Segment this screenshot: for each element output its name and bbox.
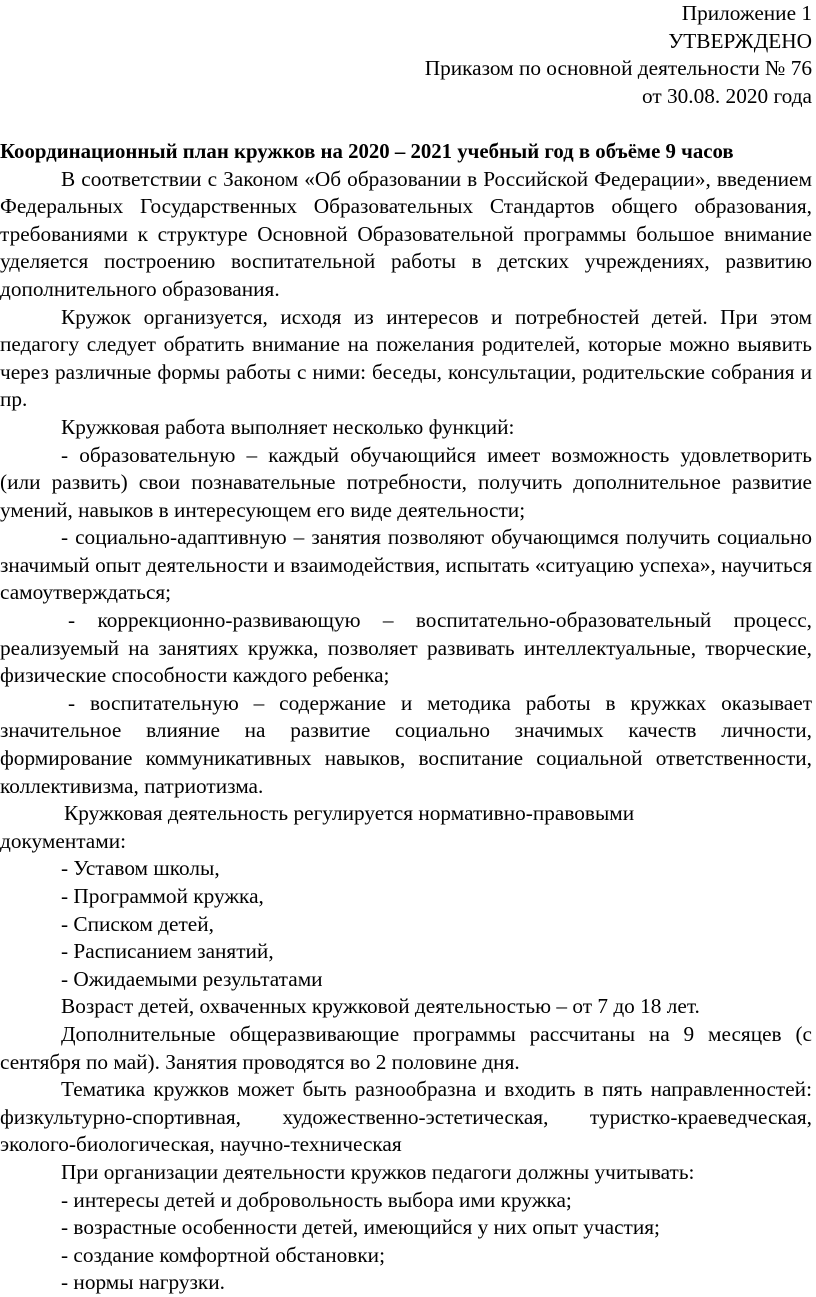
list-item: - возрастные особенности детей, имеющийся у них опыт участия;	[61, 1215, 660, 1240]
list-item: - Ожидаемыми результатами	[61, 966, 323, 991]
consider-list	[0, 1187, 812, 1297]
paragraph-themes: Тематика кружков может быть разнообразна и входить в пять направленностей: физкультурно-спортивная, художественно-эстетическая, туристко-краеведческая, эколого-биологическая, научно-техническая	[0, 1077, 812, 1157]
paragraph-programs: Дополнительные общеразвивающие программы рассчитаны на 9 месяцев (с сентября по май). Занятия проводятся во 2 половине дня.	[0, 1021, 812, 1074]
appendix-label: Приложение 1	[681, 1, 812, 25]
list-item: - нормы нагрузки.	[61, 1270, 225, 1295]
paragraph-functions-intro: Кружковая работа выполняет несколько функций:	[61, 414, 515, 439]
list-item: - Уставом школы,	[61, 856, 220, 881]
list-item: - Расписанием занятий,	[61, 939, 274, 964]
list-item: - создание комфортной обстановки;	[61, 1242, 385, 1267]
paragraph-organized: Кружок организуется, исходя из интересов и потребностей детей. При этом педагогу следует обратить внимание на пожелания родителей, которые можно выявить через различные формы работы с ними: беседы, консультации, родительские собрания и пр.	[0, 304, 812, 412]
regulated-line-1: Кружковая деятельность регулируется нормативно-правовыми	[64, 801, 635, 826]
document-title: Координационный план кружков на 2020 – 2021 учебный год в объёме 9 часов	[0, 139, 734, 163]
paragraph-age: Возраст детей, охваченных кружковой деятельностью – от 7 до 18 лет.	[61, 994, 700, 1019]
list-item: - интересы детей и добровольность выбора ими кружка;	[61, 1187, 572, 1212]
approval-header	[0, 0, 812, 110]
paragraph-regulated-cont: документами:	[0, 828, 127, 853]
function-upbringing: - воспитательную – содержание и методика работы в кружках оказывает значительное влияние на развитие социально значимых качеств личности, формирование коммуникативных навыков, воспитание социальной ответственности, коллективизма, патриотизма.	[0, 690, 812, 798]
function-correction: - коррекционно-развивающую – воспитательно-образовательный процесс, реализуемый на занятиях кружка, позволяет развивать интеллектуальные, творческие, физические способности каждого ребенка;	[0, 608, 812, 688]
order-label: Приказом по основной деятельности № 76	[424, 56, 812, 81]
documents-list	[0, 855, 812, 993]
approved-label: УТВЕРЖДЕНО	[668, 28, 812, 53]
document-body	[0, 166, 812, 1297]
function-educational: - образовательную – каждый обучающийся имеет возможность удовлетворить (или развить) свои познавательные потребности, получить дополнительное развитие умений, навыков в интересующем его виде деятельности;	[0, 442, 812, 522]
list-item: - Программой кружка,	[61, 884, 264, 908]
paragraph-consider-intro: При организации деятельности кружков педагоги должны учитывать:	[61, 1159, 695, 1184]
paragraph-intro: В соответствии с Законом «Об образовании в Российской Федерации», введением Федеральных Государственных Образовательных Стандартов общего образования, требованиями к структуре Основной Образовательной программы большое внимание уделяется построению воспитательной работы в детских учреждениях, развитию дополнительного образования.	[0, 166, 812, 301]
function-social: - социально-адаптивную – занятия позволяют обучающимся получить социально значимый опыт деятельности и взаимодействия, испытать «ситуацию успеха», научиться самоутверждаться;	[0, 525, 812, 605]
list-item: - Списком детей,	[61, 911, 214, 936]
paragraph-regulated	[0, 800, 812, 828]
order-date: от 30.08. 2020 года	[641, 83, 812, 108]
